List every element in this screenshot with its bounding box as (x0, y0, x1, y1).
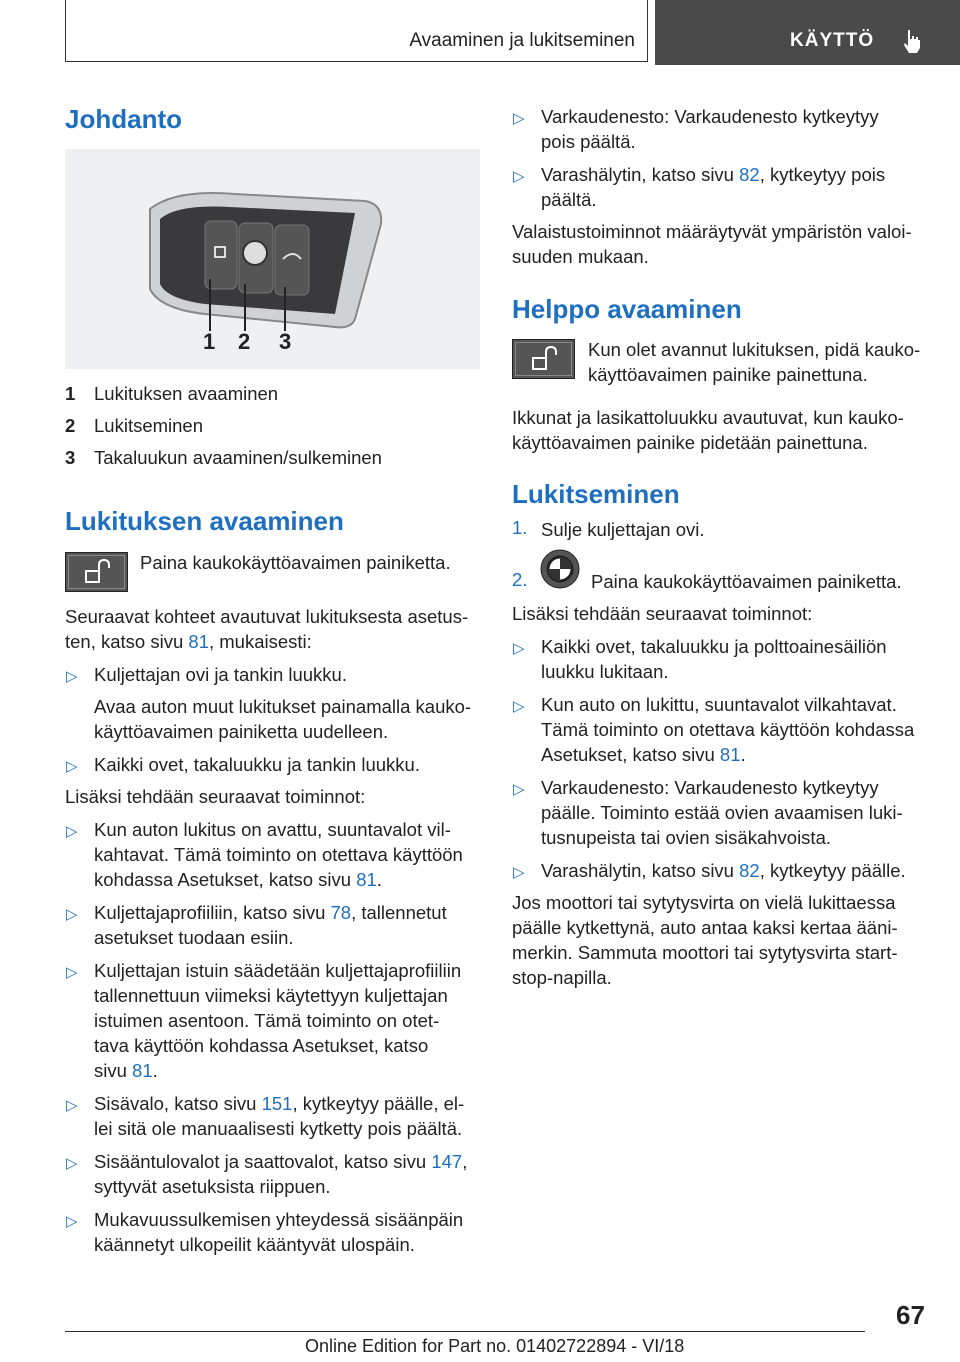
legend-num: 2 (65, 415, 76, 436)
bullet-text: Kuljettajan ovi ja tankin luukku. (94, 664, 347, 685)
unlock-heading: Lukituksen avaaminen (65, 506, 344, 536)
bullet-text: istuimen asentoon. Tämä toiminto on otet- (94, 1010, 440, 1031)
legend-text: Lukituksen avaaminen (94, 383, 279, 404)
bullet-text: tallennettuun viimeksi käytettyyn kuljettajan (94, 985, 448, 1006)
bullet-text: Kuljettajaprofiiliin, katso sivu 78, tallennetut (94, 902, 447, 923)
unlock-icon (66, 553, 129, 593)
bullet-text: luukku lukitaan. (541, 661, 669, 682)
pointing-hand-icon (900, 28, 924, 54)
bullet-text: Tämä toiminto on otettava käyttöön kohdassa (541, 719, 915, 740)
bullet-text: käännetyt ulkopeilit kääntyvät ulospäin. (94, 1234, 415, 1255)
bullet-text: Kun auto on lukittu, suuntavalot vilkahtavat. (541, 694, 897, 715)
step-number: 1. (512, 517, 528, 538)
legend-num: 3 (65, 447, 76, 468)
bullet-text: kohdassa Asetukset, katso sivu 81. (94, 869, 382, 890)
bullet-triangle-icon: ▷ (66, 758, 78, 775)
page-link[interactable]: 81 (132, 1060, 153, 1081)
figure-label-2: 2 (238, 329, 251, 354)
paragraph-line: suuden mukaan. (512, 246, 649, 267)
bullet-text: Kun auton lukitus on avattu, suuntavalot vil- (94, 819, 451, 840)
bullet-text: kahtavat. Tämä toiminto on otettava käyttöön (94, 844, 463, 865)
bullet-text: Sisääntulovalot ja saattovalot, katso sivu 147, (94, 1151, 468, 1172)
header-chapter-box (655, 0, 960, 65)
page-link[interactable]: 151 (261, 1093, 293, 1114)
bullet-text: Mukavuussulkemisen yhteydessä sisäänpäin (94, 1209, 464, 1230)
bullet-subtext: Avaa auton muut lukitukset painamalla kauko- (94, 696, 472, 717)
paragraph-line: Lisäksi tehdään seuraavat toiminnot: (512, 603, 813, 624)
bullet-triangle-icon: ▷ (513, 110, 525, 127)
bullet-text: Varashälytin, katso sivu 82, kytkeytyy pois (541, 164, 886, 185)
key-fob-figure (65, 149, 480, 369)
paragraph-line: Lisäksi tehdään seuraavat toiminnot: (65, 786, 366, 807)
bullet-triangle-icon: ▷ (513, 698, 525, 715)
footer-edition: Online Edition for Part no. 01402722894 - VI/18 (305, 1336, 685, 1356)
bmw-button-icon (540, 549, 580, 589)
page-number: 67 (896, 1300, 925, 1330)
bullet-triangle-icon: ▷ (513, 781, 525, 798)
bullet-text: pois päältä. (541, 131, 636, 152)
bullet-triangle-icon: ▷ (66, 1097, 78, 1114)
unlock-button-icon (512, 339, 575, 379)
paragraph-line: Valaistustoiminnot määräytyvät ympäristön valoi- (512, 221, 912, 242)
bullet-triangle-icon: ▷ (66, 964, 78, 981)
page-link[interactable]: 81 (719, 744, 741, 765)
key-fob-illustration (65, 149, 480, 369)
bullet-triangle-icon: ▷ (513, 168, 525, 185)
step-number: 2. (512, 569, 528, 590)
paragraph-line: Jos moottori tai sytytysvirta on vielä lukittaessa (512, 892, 896, 913)
bullet-triangle-icon: ▷ (66, 823, 78, 840)
bullet-text: Kaikki ovet, takaluukku ja tankin luukku. (94, 754, 420, 775)
bullet-text: lei sitä ole manuaalisesti kytketty pois päältä. (94, 1118, 463, 1139)
easy-open-heading: Helppo avaaminen (512, 294, 742, 324)
page-link[interactable]: 82 (739, 860, 760, 881)
bullet-text: tava käyttöön kohdassa Asetukset, katso (94, 1035, 429, 1056)
bullet-text: Sisävalo, katso sivu 151, kytkeytyy päälle, el- (94, 1093, 465, 1114)
paragraph-line: Seuraavat kohteet avautuvat lukituksesta asetus- (65, 606, 469, 627)
figure-label-3: 3 (279, 329, 292, 354)
lock-heading: Lukitseminen (512, 479, 680, 509)
paragraph-line: päälle kytkettynä, auto antaa kaksi kertaa ääni- (512, 917, 898, 938)
bullet-text: Kuljettajan istuin säädetään kuljettajaprofiiliin (94, 960, 462, 981)
header-section-box (65, 0, 648, 62)
paragraph-line: Ikkunat ja lasikattoluukku avautuvat, kun kauko- (512, 407, 904, 428)
page-link[interactable]: 78 (330, 902, 352, 923)
bullet-text: asetukset tuodaan esiin. (94, 927, 294, 948)
unlock-press-text: Paina kaukokäyttöavaimen painiketta. (140, 552, 451, 573)
page-link[interactable]: 82 (739, 164, 760, 185)
paragraph-line: käyttöavaimen painike pidetään painettuna. (512, 432, 868, 453)
paragraph-line: stop-napilla. (512, 967, 612, 988)
easy-open-text: Kun olet avannut lukituksen, pidä kauko- (588, 339, 921, 360)
bullet-text: tusnupeista tai ovien sisäkahvoista. (541, 827, 832, 848)
legend-text: Lukitseminen (94, 415, 204, 436)
bullet-triangle-icon: ▷ (66, 1213, 78, 1230)
unlock-button-icon (65, 552, 128, 592)
bullet-text: syttyvät asetuksista riippuen. (94, 1176, 331, 1197)
bullet-text: Varkaudenesto: Varkaudenesto kytkeytyy (541, 106, 879, 127)
intro-heading: Johdanto (65, 104, 182, 134)
bullet-triangle-icon: ▷ (513, 864, 525, 881)
bullet-triangle-icon: ▷ (66, 1155, 78, 1172)
bullet-subtext: käyttöavaimen painiketta uudelleen. (94, 721, 389, 742)
header-section-title: Avaaminen ja lukitseminen (409, 30, 635, 51)
bullet-text: sivu 81. (94, 1060, 158, 1081)
step-text: Sulje kuljettajan ovi. (541, 519, 705, 540)
header-chapter-title: KÄYTTÖ (790, 30, 875, 51)
page-link[interactable]: 81 (356, 869, 377, 890)
unlock-icon (513, 340, 576, 380)
page-link[interactable]: 81 (188, 631, 209, 652)
paragraph-line: merkin. Sammuta moottori tai sytytysvirta start- (512, 942, 898, 963)
bullet-text: Varkaudenesto: Varkaudenesto kytkeytyy (541, 777, 879, 798)
bullet-triangle-icon: ▷ (513, 640, 525, 657)
bullet-text: Kaikki ovet, takaluukku ja polttoainesäiliön (541, 636, 887, 657)
bullet-triangle-icon: ▷ (66, 906, 78, 923)
easy-open-text: käyttöavaimen painike painettuna. (588, 364, 868, 385)
bullet-text: Varashälytin, katso sivu 82, kytkeytyy päälle. (541, 860, 906, 881)
legend-text: Takaluukun avaaminen/sulkeminen (94, 447, 382, 468)
bullet-text: päältä. (541, 189, 597, 210)
bullet-text: päälle. Toiminto estää ovien avaamisen luki- (541, 802, 903, 823)
legend-num: 1 (65, 383, 76, 404)
bullet-triangle-icon: ▷ (66, 668, 78, 685)
figure-label-1: 1 (203, 329, 216, 354)
bullet-text: Asetukset, katso sivu 81. (541, 744, 746, 765)
page-link[interactable]: 147 (431, 1151, 463, 1172)
paragraph-line: ten, katso sivu 81, mukaisesti: (65, 631, 312, 652)
step-text: Paina kaukokäyttöavaimen painiketta. (591, 571, 902, 592)
footer-divider (65, 1331, 865, 1332)
